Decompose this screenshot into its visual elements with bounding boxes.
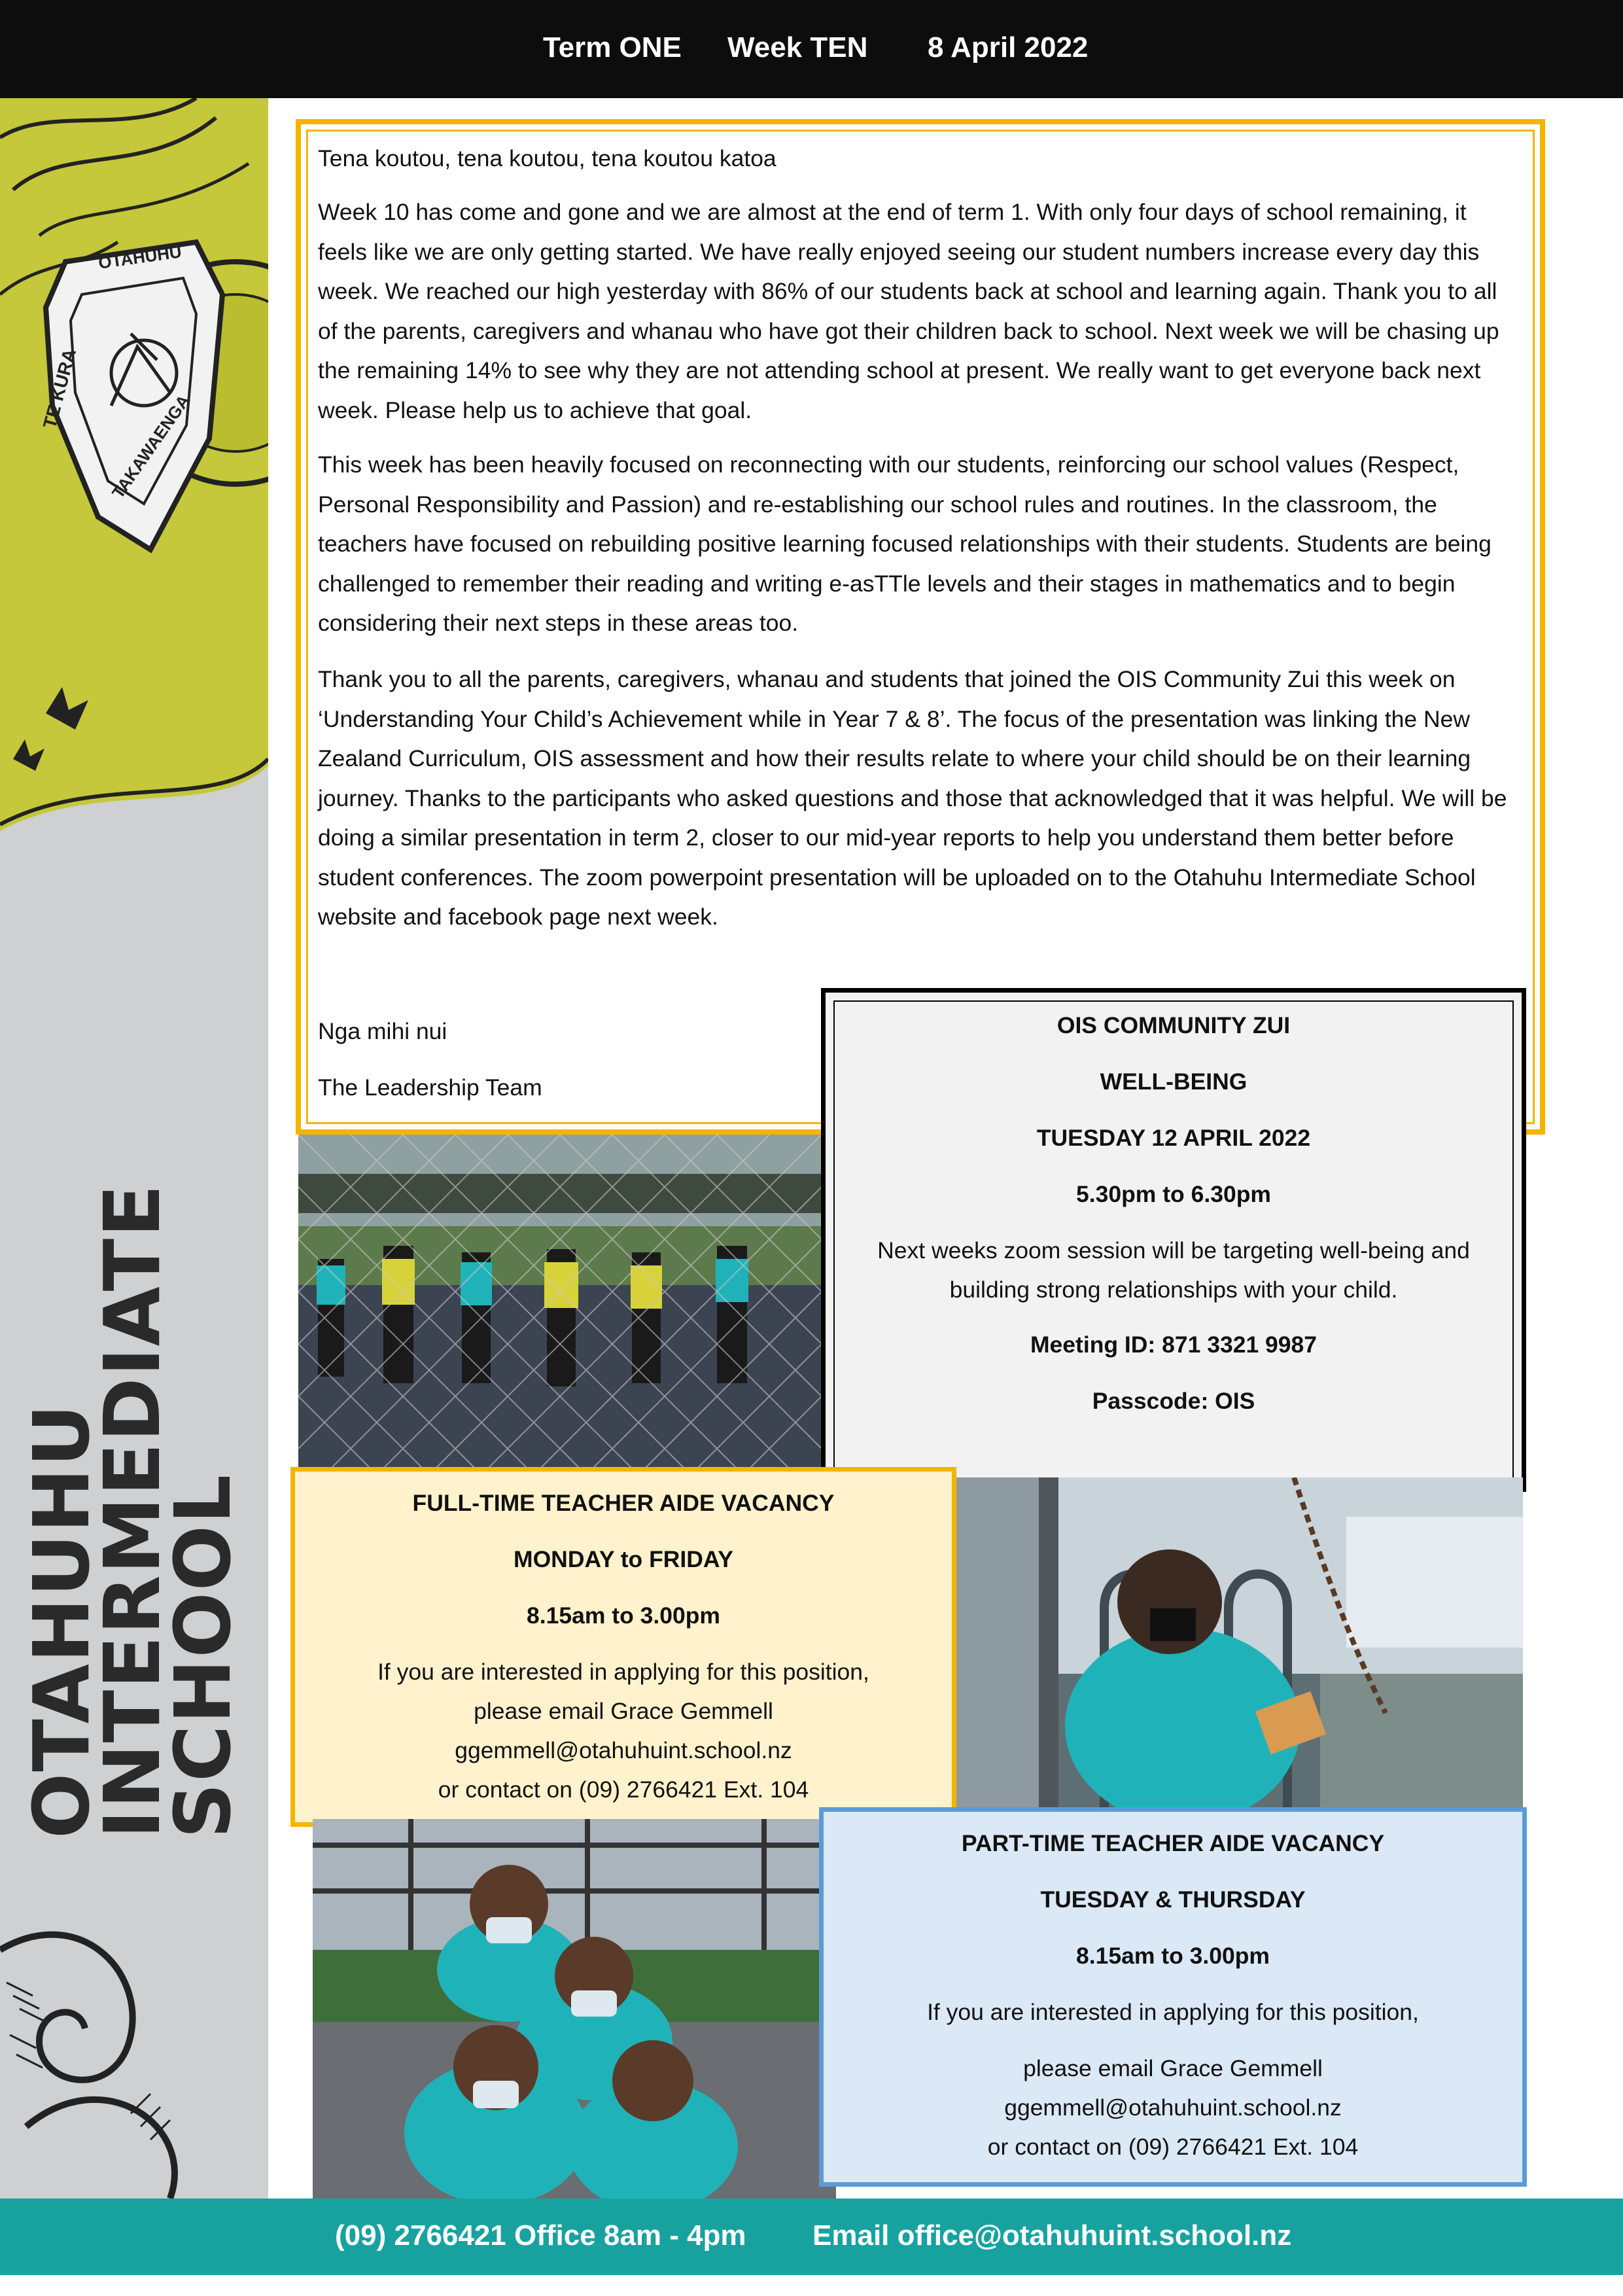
- zui-description-line-1: Next weeks zoom session will be targeting well-being and: [877, 1237, 1470, 1263]
- fulltime-contact: or contact on (09) 2766421 Ext. 104: [438, 1776, 809, 1803]
- fulltime-hours: 8.15am to 3.00pm: [527, 1602, 720, 1629]
- footer-email: Email office@otahuhuint.school.nz: [812, 2219, 1292, 2252]
- footer-phone: (09) 2766421 Office 8am - 4pm: [335, 2219, 746, 2252]
- letter-paragraph-2: This week has been heavily focused on reconnecting with our students, reinforcing our school values (Respect, Personal Responsibility and Passion) and re-establishing our school rules and routines. In the classroom, the teachers have focused on rebuilding positive learning focused relationships with their students. Students are being challenged to remember their reading and writing e-asTTle levels and their stages in mathematics and to begin considering their next steps in these areas too.: [318, 451, 1492, 636]
- decorative-pattern: [0, 98, 268, 2199]
- zui-description-line-2: building strong relationships with your child.: [949, 1277, 1398, 1303]
- photo-students-group: [313, 1819, 836, 2199]
- zui-date: TUESDAY 12 APRIL 2022: [1036, 1125, 1311, 1151]
- term-label: Term ONE: [543, 31, 682, 63]
- school-name-line: INTERMEDIATE: [87, 1183, 177, 1839]
- zui-meeting-id: Meeting ID: 871 3321 9987: [1030, 1332, 1318, 1358]
- crest-text-top: OTAHUHU: [97, 241, 183, 273]
- school-branding-strip: [0, 98, 268, 2199]
- letter-paragraph-1: Week 10 has come and gone and we are almost at the end of term 1. With only four days of school remaining, it feels like we are only getting started. We have really enjoyed seeing our student numbers increase every day this week. We reached our high yesterday with 86% of our students back at school and learning again. Thank you to all of the parents, caregivers and whanau who have got their children back to school. Next week we will be chasing up the remaining 14% to see why they are not attending school at present. We really want to get everyone back next week. Please help us to achieve that goal.: [318, 199, 1499, 423]
- zui-title: OIS COMMUNITY ZUI: [1056, 1012, 1291, 1038]
- contact-footer-bar: [0, 2199, 1623, 2275]
- parttime-email: ggemmell@otahuhuint.school.nz: [1004, 2094, 1342, 2121]
- newsletter-header-bar: [0, 0, 1623, 98]
- parttime-contact: or contact on (09) 2766421 Ext. 104: [987, 2134, 1359, 2160]
- zui-passcode: Passcode: OIS: [1092, 1388, 1255, 1414]
- school-name-vertical: [16, 1183, 248, 1839]
- parttime-days: TUESDAY & THURSDAY: [1040, 1886, 1306, 1913]
- fulltime-line-2: please email Grace Gemmell: [474, 1698, 773, 1724]
- parttime-line-1: If you are interested in applying for this position,: [927, 1999, 1419, 2025]
- date-label: 8 April 2022: [928, 31, 1089, 63]
- parttime-title: PART-TIME TEACHER AIDE VACANCY: [961, 1830, 1385, 1856]
- fulltime-days: MONDAY to FRIDAY: [514, 1546, 733, 1572]
- letter-greeting: Tena koutou, tena koutou, tena koutou katoa: [318, 145, 777, 171]
- photo-students-court: [298, 1135, 822, 1470]
- school-name-line: SCHOOL: [158, 1473, 248, 1839]
- parttime-vacancy-box: [819, 1807, 1527, 2187]
- crest-text-bottom: TAKAWAENGA: [108, 391, 194, 503]
- fulltime-title: FULL-TIME TEACHER AIDE VACANCY: [412, 1490, 835, 1516]
- letter-paragraph-3: Thank you to all the parents, caregivers, whanau and students that joined the OIS Community Zui this week on ‘Understanding Your Child’s Achievement while in Year 7 & 8’. The focus of the presentation was linking the New Zealand Curriculum, OIS assessment and how their results relate to where your child should be on their learning journey. Thanks to the participants who asked questions and those that acknowledged that it was helpful. We will be doing a similar presentation in term 2, closer to our mid-year reports to help you understand them better before student conferences. The zoom powerpoint presentation will be uploaded on to the Otahuhu Intermediate School website and facebook page next week.: [318, 666, 1507, 930]
- parttime-hours: 8.15am to 3.00pm: [1076, 1943, 1270, 1969]
- letter-signoff: Nga mihi nui: [318, 1018, 447, 1044]
- parttime-line-2: please email Grace Gemmell: [1023, 2055, 1323, 2081]
- week-label: Week TEN: [727, 31, 868, 63]
- fulltime-vacancy-box: [290, 1467, 956, 1827]
- letter-signature: The Leadership Team: [318, 1074, 542, 1101]
- zui-time: 5.30pm to 6.30pm: [1076, 1181, 1271, 1207]
- community-zui-box: [821, 988, 1526, 1492]
- fulltime-line-1: If you are interested in applying for this position,: [377, 1659, 869, 1685]
- school-name-line: OTAHUHU: [16, 1402, 107, 1839]
- zui-topic: WELL-BEING: [1100, 1069, 1248, 1095]
- photo-student-reading: [954, 1477, 1523, 1811]
- fulltime-email: ggemmell@otahuhuint.school.nz: [455, 1737, 792, 1763]
- crest-text-left: TE KURA: [39, 346, 80, 431]
